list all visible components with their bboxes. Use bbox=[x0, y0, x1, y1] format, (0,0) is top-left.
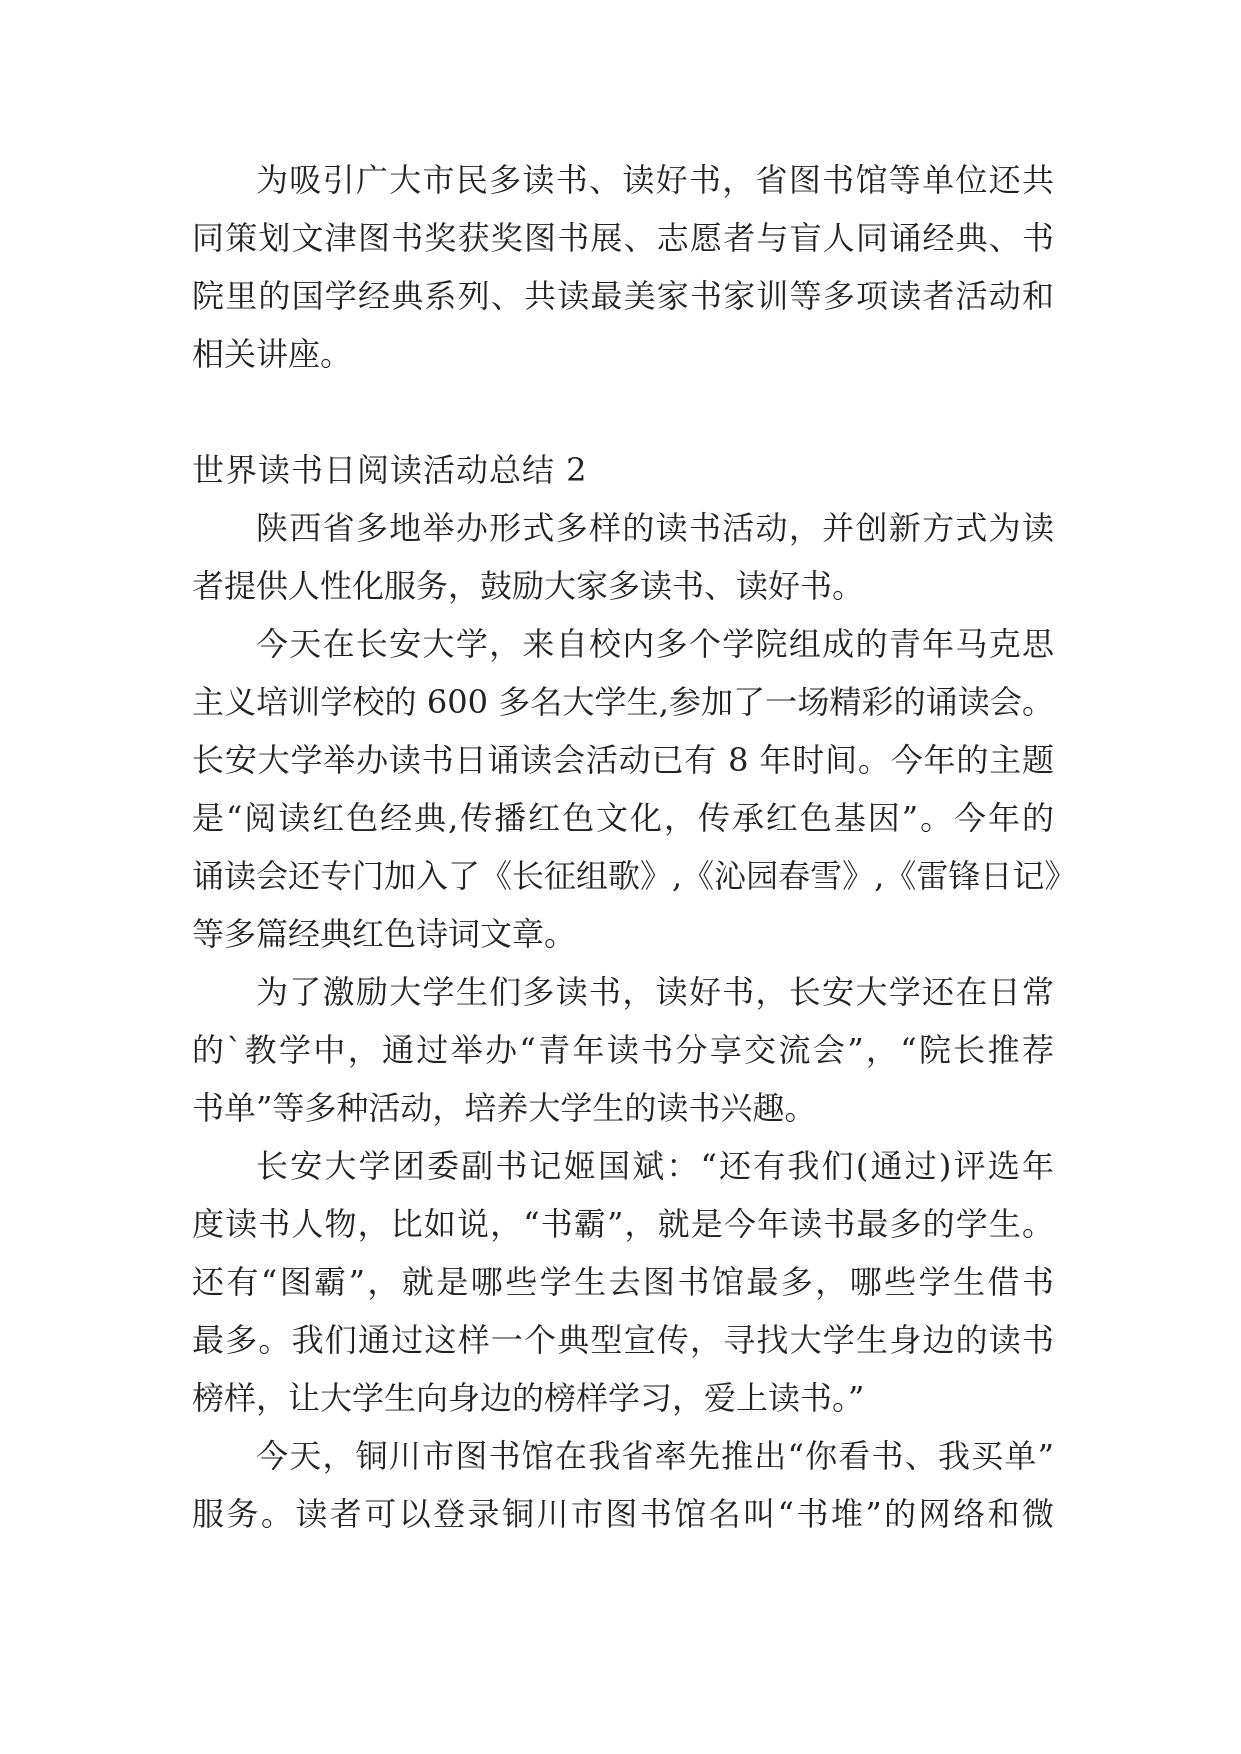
paragraph-3-line-5: 诵读会还专门加入了《长征组歌》,《沁园春雪》,《雷锋日记》 bbox=[192, 857, 1077, 895]
paragraph-1-line-2: 同策划文津图书奖获奖图书展、志愿者与盲人同诵经典、书 bbox=[192, 219, 1054, 257]
paragraph-6-line-2: 服务。读者可以登录铜川市图书馆名叫“书堆”的网络和微 bbox=[192, 1495, 1054, 1533]
paragraph-3-line-2: 主义培训学校的 600 多名大学生,参加了一场精彩的诵读会。 bbox=[192, 683, 1054, 721]
paragraph-4-line-3: 书单”等多种活动，培养大学生的读书兴趣。 bbox=[192, 1089, 817, 1127]
paragraph-3-line-3: 长安大学举办读书日诵读会活动已有 8 年时间。今年的主题 bbox=[192, 741, 1054, 779]
paragraph-5-line-5: 榜样，让大学生向身边的榜样学习，爱上读书。” bbox=[192, 1379, 865, 1417]
paragraph-1-line-3: 院里的国学经典系列、共读最美家书家训等多项读者活动和 bbox=[192, 277, 1054, 315]
paragraph-5-line-4: 最多。我们通过这样一个典型宣传，寻找大学生身边的读书 bbox=[192, 1321, 1054, 1359]
paragraph-4-line-2: 的`教学中，通过举办“青年读书分享交流会”，“院长推荐 bbox=[192, 1031, 1054, 1069]
paragraph-5-line-3: 还有“图霸”，就是哪些学生去图书馆最多，哪些学生借书 bbox=[192, 1263, 1054, 1301]
paragraph-5-line-1: 长安大学团委副书记姬国斌：“还有我们(通过)评选年 bbox=[256, 1147, 1054, 1185]
paragraph-3-line-1: 今天在长安大学，来自校内多个学院组成的青年马克思 bbox=[256, 625, 1054, 663]
paragraph-2-line-2: 者提供人性化服务，鼓励大家多读书、读好书。 bbox=[192, 567, 865, 605]
paragraph-3-line-6: 等多篇经典红色诗词文章。 bbox=[192, 915, 577, 953]
paragraph-2-line-1: 陕西省多地举办形式多样的读书活动，并创新方式为读 bbox=[256, 509, 1054, 547]
section-heading: 世界读书日阅读活动总结 2 bbox=[192, 451, 588, 489]
paragraph-4-line-1: 为了激励大学生们多读书，读好书，长安大学还在日常 bbox=[256, 973, 1054, 1011]
paragraph-5-line-2: 度读书人物，比如说，“书霸”，就是今年读书最多的学生。 bbox=[192, 1205, 1054, 1243]
paragraph-6-line-1: 今天，铜川市图书馆在我省率先推出“你看书、我买单” bbox=[256, 1437, 1054, 1475]
paragraph-1-line-4: 相关讲座。 bbox=[192, 335, 353, 373]
paragraph-3-line-4: 是“阅读红色经典,传播红色文化，传承红色基因”。今年的 bbox=[192, 799, 1054, 837]
paragraph-1-line-1: 为吸引广大市民多读书、读好书，省图书馆等单位还共 bbox=[256, 161, 1054, 199]
